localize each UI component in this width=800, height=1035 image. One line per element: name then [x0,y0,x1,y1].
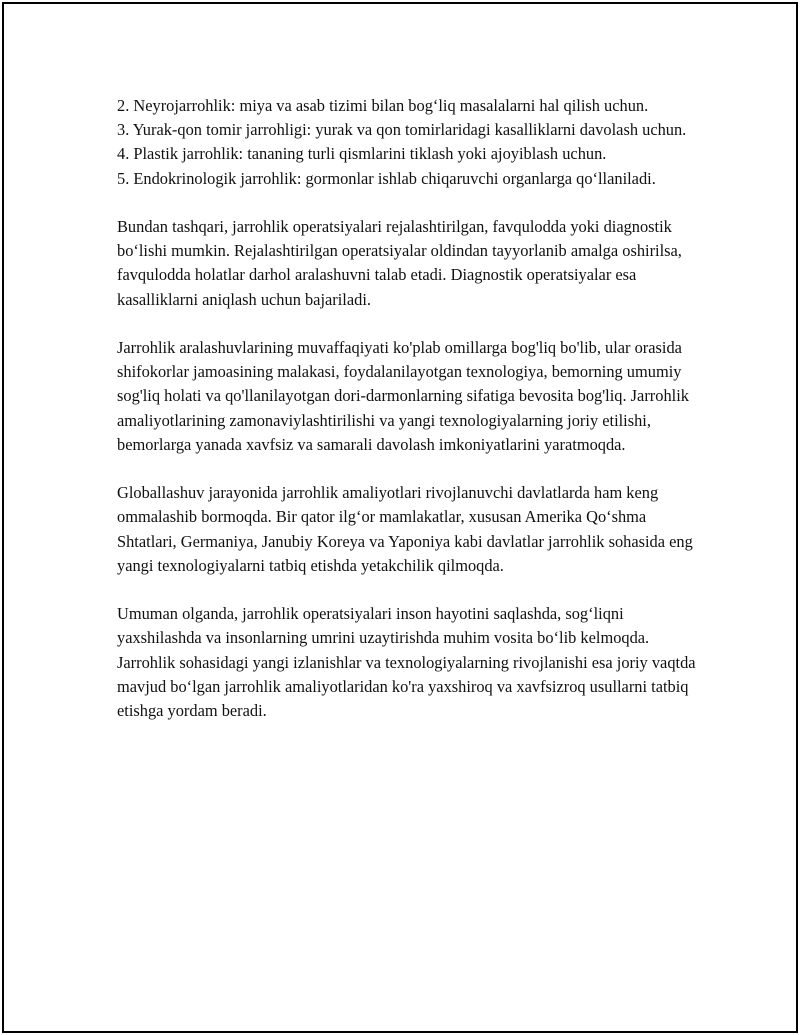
paragraph-operation-types: Bundan tashqari, jarrohlik operatsiyalari rejalashtirilgan, favqulodda yoki diagnostik bo‘lishi mumkin. Rejalashtirilgan operatsiyalar oldindan tayyorlanib amalga oshirilsa, favqulodda holatlar darhol aralashuvni talab etadi. Diagnostik operatsiyalar esa kasalliklarni aniqlash uchun bajariladi. [117,217,682,309]
list-item-plastic-surgery: 4. Plastik jarrohlik: tananing turli qismlarini tiklash yoki ajoyiblash uchun. [117,144,607,164]
list-item-cardiovascular-surgery: 3. Yurak-qon tomir jarrohligi: yurak va qon tomirlaridagi kasalliklarni davolash uchun. [117,120,687,140]
document-body [117,94,697,723]
paragraph-conclusion: Umuman olganda, jarrohlik operatsiyalari inson hayotini saqlashda, sog‘liqni yaxshilashda va insonlarning umrini uzaytirishda muhim vosita bo‘lib kelmoqda. Jarrohlik sohasidagi yangi izlanishlar va texnologiyalarning rivojlanishi esa joriy vaqtda mavjud bo‘lgan jarrohlik amaliyotlaridan ko'ra yaxshiroq va xavfsizroq usullarni tatbiq etishga yordam beradi. [117,604,696,721]
paragraph-globalization: Globallashuv jarayonida jarrohlik amaliyotlari rivojlanuvchi davlatlarda ham keng ommalashib bormoqda. Bir qator ilg‘or mamlakatlar, xususan Amerika Qo‘shma Shtatlari, Germaniya, Janubiy Koreya va Yaponiya kabi davlatlar jarrohlik sohasida eng yangi texnologiyalarni tatbiq etishda yetakchilik qilmoqda. [117,483,693,575]
paragraph-success-factors: Jarrohlik aralashuvlarining muvaffaqiyati ko'plab omillarga bog'liq bo'lib, ular orasida shifokorlar jamoasining malakasi, foydalanilayotgan texnologiya, bemorning umumiy sog'liq holati va qo'llanilayotgan dori-darmonlarning sifatiga bevosita bog'liq. Jarrohlik amaliyotlarining zamonaviylashtirilishi va yangi texnologiyalarning joriy etilishi, bemorlarga yanada xavfsiz va samarali davolash imkoniyatlarini yaratmoqda. [117,338,689,454]
list-item-endocrine-surgery: 5. Endokrinologik jarrohlik: gormonlar ishlab chiqaruvchi organlarga qo‘llaniladi. [117,168,656,188]
surgery-types-list [117,94,697,191]
list-item-neurosurgery: 2. Neyrojarrohlik: miya va asab tizimi bilan bog‘liq masalalarni hal qilish uchun. [117,96,649,115]
